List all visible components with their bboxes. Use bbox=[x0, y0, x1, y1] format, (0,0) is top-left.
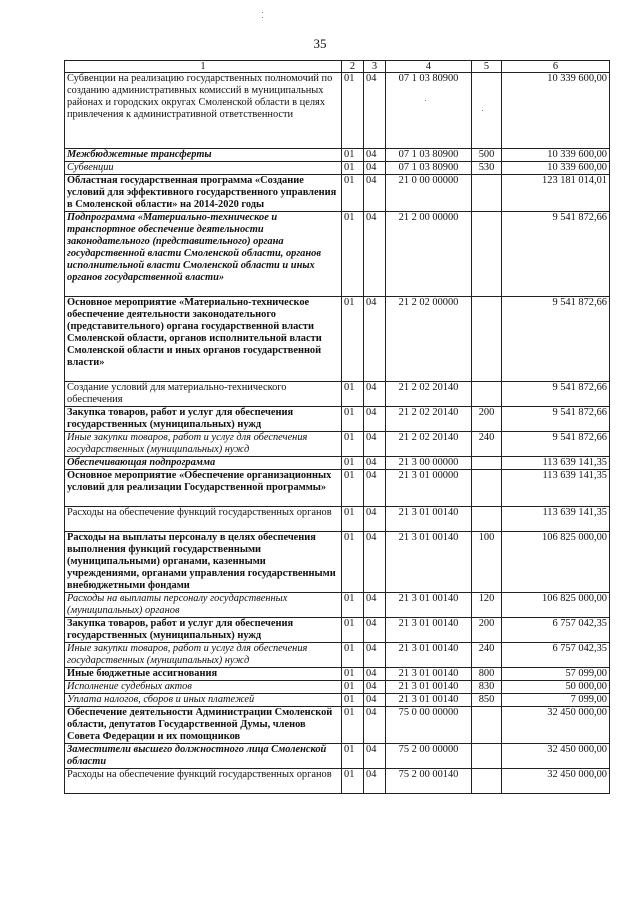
row-amount: 9 541 872,66 bbox=[502, 212, 610, 297]
row-amount: 10 339 600,00 bbox=[502, 149, 610, 162]
row-section-code: 01 bbox=[342, 681, 364, 694]
scan-speck bbox=[262, 12, 263, 13]
row-expense-type bbox=[472, 470, 502, 507]
row-amount: 113 639 141,35 bbox=[502, 457, 610, 470]
row-expense-type: 530 bbox=[472, 162, 502, 175]
row-section-code: 01 bbox=[342, 694, 364, 707]
table-row bbox=[65, 643, 610, 668]
row-subsection-code: 04 bbox=[364, 681, 386, 694]
row-amount: 9 541 872,66 bbox=[502, 432, 610, 457]
page-number: 35 bbox=[313, 36, 327, 51]
row-name: Иные бюджетные ассигнования bbox=[65, 668, 342, 681]
row-target-article: 21 2 02 20140 bbox=[386, 432, 472, 457]
row-name: Исполнение судебных актов bbox=[65, 681, 342, 694]
table-header-row bbox=[65, 61, 610, 73]
row-expense-type: 240 bbox=[472, 432, 502, 457]
row-section-code: 01 bbox=[342, 507, 364, 532]
row-subsection-code: 04 bbox=[364, 618, 386, 643]
row-section-code: 01 bbox=[342, 212, 364, 297]
row-name: Иные закупки товаров, работ и услуг для обеспечения государственных (муниципальных) нужд bbox=[65, 643, 342, 668]
row-amount: 32 450 000,00 bbox=[502, 744, 610, 769]
row-section-code: 01 bbox=[342, 162, 364, 175]
row-amount: 32 450 000,00 bbox=[502, 707, 610, 744]
row-name: Уплата налогов, сборов и иных платежей bbox=[65, 694, 342, 707]
row-section-code: 01 bbox=[342, 73, 364, 149]
row-name: Субвенции bbox=[65, 162, 342, 175]
row-name: Расходы на выплаты персоналу в целях обеспечения выполнения функций государственными (муниципальными) органами, казенными учреждениями, органами управления государственными внебюджетными фондами bbox=[65, 532, 342, 593]
row-section-code: 01 bbox=[342, 593, 364, 618]
row-expense-type: 800 bbox=[472, 668, 502, 681]
row-amount: 10 339 600,00 bbox=[502, 162, 610, 175]
budget-table bbox=[64, 60, 610, 794]
row-target-article: 21 2 02 20140 bbox=[386, 382, 472, 407]
row-name: Обеспечивающая подпрограмма bbox=[65, 457, 342, 470]
row-name: Заместители высшего должностного лица Смоленской области bbox=[65, 744, 342, 769]
row-target-article: 75 2 00 00000 bbox=[386, 744, 472, 769]
table-row bbox=[65, 297, 610, 382]
row-subsection-code: 04 bbox=[364, 694, 386, 707]
row-expense-type bbox=[472, 457, 502, 470]
row-subsection-code: 04 bbox=[364, 668, 386, 681]
row-target-article: 07 1 03 80900 bbox=[386, 162, 472, 175]
table-row bbox=[65, 694, 610, 707]
row-target-article: 21 2 02 00000 bbox=[386, 297, 472, 382]
row-target-article: 07 1 03 80900 bbox=[386, 149, 472, 162]
table-row bbox=[65, 407, 610, 432]
row-section-code: 01 bbox=[342, 175, 364, 212]
row-name: Создание условий для материально-технического обеспечения bbox=[65, 382, 342, 407]
row-target-article: 21 2 00 00000 bbox=[386, 212, 472, 297]
row-section-code: 01 bbox=[342, 744, 364, 769]
row-name: Основное мероприятие «Материально-техническое обеспечение деятельности законодательного (представительного) органа государственной власти Смоленской области, органов исполнительной власти Смоленской области и иных органов государственной власти» bbox=[65, 297, 342, 382]
table-row bbox=[65, 149, 610, 162]
row-subsection-code: 04 bbox=[364, 507, 386, 532]
row-target-article: 21 3 01 00000 bbox=[386, 470, 472, 507]
row-target-article: 21 3 01 00140 bbox=[386, 618, 472, 643]
row-target-article: 21 3 01 00140 bbox=[386, 694, 472, 707]
row-expense-type: 500 bbox=[472, 149, 502, 162]
table-row bbox=[65, 707, 610, 744]
row-amount: 50 000,00 bbox=[502, 681, 610, 694]
row-name: Закупка товаров, работ и услуг для обеспечения государственных (муниципальных) нужд bbox=[65, 618, 342, 643]
row-amount: 6 757 042,35 bbox=[502, 618, 610, 643]
row-target-article: 21 3 01 00140 bbox=[386, 668, 472, 681]
row-subsection-code: 04 bbox=[364, 212, 386, 297]
row-expense-type: 100 bbox=[472, 532, 502, 593]
row-section-code: 01 bbox=[342, 297, 364, 382]
row-expense-type: 200 bbox=[472, 407, 502, 432]
row-expense-type: 200 bbox=[472, 618, 502, 643]
row-target-article: 21 0 00 00000 bbox=[386, 175, 472, 212]
row-section-code: 01 bbox=[342, 382, 364, 407]
row-section-code: 01 bbox=[342, 470, 364, 507]
row-target-article: 21 3 01 00140 bbox=[386, 507, 472, 532]
table-row bbox=[65, 470, 610, 507]
row-expense-type: 830 bbox=[472, 681, 502, 694]
table-row bbox=[65, 593, 610, 618]
row-name: Подпрограмма «Материально-техническое и транспортное обеспечение деятельности законодательного (представительного) органа государственной власти Смоленской области, органов исполнительной власти Смоленской области и иных органов государственной власти» bbox=[65, 212, 342, 297]
row-expense-type bbox=[472, 769, 502, 794]
row-expense-type: 240 bbox=[472, 643, 502, 668]
row-target-article: 21 2 02 20140 bbox=[386, 407, 472, 432]
row-subsection-code: 04 bbox=[364, 470, 386, 507]
row-name: Субвенции на реализацию государственных полномочий по созданию административных комиссий в муниципальных районах и городских округах Смоленской области в целях привлечения к административной ответственности bbox=[65, 73, 342, 149]
row-name: Межбюджетные трансферты bbox=[65, 149, 342, 162]
scan-speck bbox=[482, 110, 483, 111]
row-section-code: 01 bbox=[342, 618, 364, 643]
row-expense-type bbox=[472, 297, 502, 382]
row-section-code: 01 bbox=[342, 668, 364, 681]
table-row bbox=[65, 507, 610, 532]
scan-speck bbox=[262, 17, 263, 18]
row-amount: 106 825 000,00 bbox=[502, 593, 610, 618]
row-amount: 113 639 141,35 bbox=[502, 470, 610, 507]
table-row bbox=[65, 382, 610, 407]
row-name: Расходы на обеспечение функций государственных органов bbox=[65, 769, 342, 794]
header-col-3: 3 bbox=[364, 61, 386, 73]
table-row bbox=[65, 769, 610, 794]
header-col-2: 2 bbox=[342, 61, 364, 73]
row-subsection-code: 04 bbox=[364, 532, 386, 593]
row-name: Областная государственная программа «Создание условий для эффективного государственного управления в Смоленской области» на 2014-2020 годы bbox=[65, 175, 342, 212]
table-row bbox=[65, 73, 610, 149]
table-row bbox=[65, 175, 610, 212]
row-expense-type bbox=[472, 175, 502, 212]
row-section-code: 01 bbox=[342, 532, 364, 593]
row-name: Закупка товаров, работ и услуг для обеспечения государственных (муниципальных) нужд bbox=[65, 407, 342, 432]
table-row bbox=[65, 744, 610, 769]
table-row bbox=[65, 668, 610, 681]
row-amount: 10 339 600,00 bbox=[502, 73, 610, 149]
row-target-article: 07 1 03 80900 bbox=[386, 73, 472, 149]
table-row bbox=[65, 212, 610, 297]
row-subsection-code: 04 bbox=[364, 707, 386, 744]
row-expense-type bbox=[472, 73, 502, 149]
row-expense-type: 850 bbox=[472, 694, 502, 707]
row-subsection-code: 04 bbox=[364, 744, 386, 769]
row-subsection-code: 04 bbox=[364, 432, 386, 457]
row-subsection-code: 04 bbox=[364, 593, 386, 618]
row-amount: 6 757 042,35 bbox=[502, 643, 610, 668]
table-row bbox=[65, 618, 610, 643]
row-name: Обеспечение деятельности Администрации Смоленской области, депутатов Государственной Думы, членов Совета Федерации и их помощников bbox=[65, 707, 342, 744]
row-subsection-code: 04 bbox=[364, 162, 386, 175]
row-target-article: 21 3 01 00140 bbox=[386, 681, 472, 694]
row-name: Иные закупки товаров, работ и услуг для обеспечения государственных (муниципальных) нужд bbox=[65, 432, 342, 457]
row-subsection-code: 04 bbox=[364, 382, 386, 407]
row-target-article: 21 3 01 00140 bbox=[386, 532, 472, 593]
row-section-code: 01 bbox=[342, 432, 364, 457]
row-subsection-code: 04 bbox=[364, 149, 386, 162]
row-section-code: 01 bbox=[342, 457, 364, 470]
header-col-1: 1 bbox=[65, 61, 342, 73]
row-amount: 57 099,00 bbox=[502, 668, 610, 681]
row-target-article: 21 3 00 00000 bbox=[386, 457, 472, 470]
table-row bbox=[65, 432, 610, 457]
row-amount: 7 099,00 bbox=[502, 694, 610, 707]
table-row bbox=[65, 681, 610, 694]
row-section-code: 01 bbox=[342, 407, 364, 432]
row-expense-type bbox=[472, 382, 502, 407]
row-target-article: 21 3 01 00140 bbox=[386, 643, 472, 668]
row-expense-type bbox=[472, 744, 502, 769]
row-target-article: 75 0 00 00000 bbox=[386, 707, 472, 744]
budget-table-body bbox=[65, 61, 610, 794]
row-amount: 32 450 000,00 bbox=[502, 769, 610, 794]
row-subsection-code: 04 bbox=[364, 175, 386, 212]
row-amount: 9 541 872,66 bbox=[502, 297, 610, 382]
row-subsection-code: 04 bbox=[364, 297, 386, 382]
row-name: Расходы на обеспечение функций государственных органов bbox=[65, 507, 342, 532]
row-subsection-code: 04 bbox=[364, 769, 386, 794]
scan-speck bbox=[425, 100, 426, 101]
table-row bbox=[65, 457, 610, 470]
row-subsection-code: 04 bbox=[364, 643, 386, 668]
header-col-5: 5 bbox=[472, 61, 502, 73]
row-target-article: 21 3 01 00140 bbox=[386, 593, 472, 618]
row-section-code: 01 bbox=[342, 707, 364, 744]
row-expense-type bbox=[472, 707, 502, 744]
row-subsection-code: 04 bbox=[364, 73, 386, 149]
row-section-code: 01 bbox=[342, 769, 364, 794]
header-col-4: 4 bbox=[386, 61, 472, 73]
row-amount: 9 541 872,66 bbox=[502, 407, 610, 432]
table-row bbox=[65, 532, 610, 593]
row-amount: 123 181 014,01 bbox=[502, 175, 610, 212]
row-subsection-code: 04 bbox=[364, 407, 386, 432]
header-col-6: 6 bbox=[502, 61, 610, 73]
row-section-code: 01 bbox=[342, 149, 364, 162]
row-target-article: 75 2 00 00140 bbox=[386, 769, 472, 794]
row-name: Расходы на выплаты персоналу государственных (муниципальных) органов bbox=[65, 593, 342, 618]
row-subsection-code: 04 bbox=[364, 457, 386, 470]
row-amount: 106 825 000,00 bbox=[502, 532, 610, 593]
row-expense-type bbox=[472, 507, 502, 532]
table-row bbox=[65, 162, 610, 175]
row-amount: 9 541 872,66 bbox=[502, 382, 610, 407]
row-expense-type: 120 bbox=[472, 593, 502, 618]
row-expense-type bbox=[472, 212, 502, 297]
row-section-code: 01 bbox=[342, 643, 364, 668]
row-name: Основное мероприятие «Обеспечение организационных условий для реализации Государственной программы» bbox=[65, 470, 342, 507]
row-amount: 113 639 141,35 bbox=[502, 507, 610, 532]
